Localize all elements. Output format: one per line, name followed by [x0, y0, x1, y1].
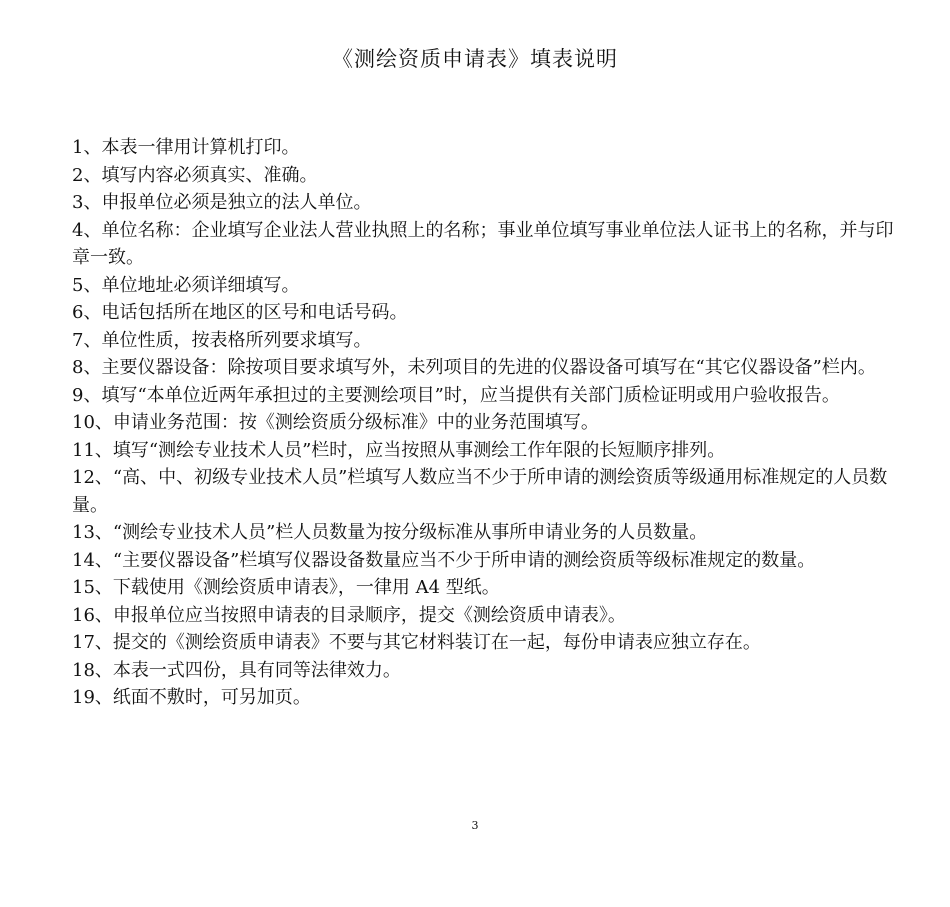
page-title: 《测绘资质申请表》填表说明 — [332, 47, 618, 71]
instruction-list — [72, 134, 908, 712]
list-item: 7、单位性质，按表格所列要求填写。 — [72, 329, 372, 351]
list-item: 8、主要仪器设备：除按项目要求填写外，未列项目的先进的仪器设备可填写在“其它仪器设备”栏内。 — [72, 357, 876, 378]
list-item: 16、申报单位应当按照申请表的目录顺序，提交《测绘资质申请表》。 — [72, 604, 626, 626]
list-item: 13、“测绘专业技术人员”栏人员数量为按分级标准从事所申请业务的人员数量。 — [72, 522, 708, 543]
page-number: 3 — [471, 819, 479, 832]
list-item: 4、单位名称：企业填写企业法人营业执照上的名称；事业单位填写事业单位法人证书上的名称，并与印章一致。 — [72, 219, 894, 268]
list-item: 17、提交的《测绘资质申请表》不要与其它材料装订在一起，每份申请表应独立存在。 — [72, 632, 761, 653]
list-item: 6、电话包括所在地区的区号和电话号码。 — [72, 302, 408, 323]
list-item: 5、单位地址必须详细填写。 — [72, 274, 300, 296]
list-item: 18、本表一式四份，具有同等法律效力。 — [72, 659, 401, 681]
list-item: 1、本表一律用计算机打印。 — [72, 137, 300, 158]
list-item: 9、填写“本单位近两年承担过的主要测绘项目”时，应当提供有关部门质检证明或用户验收报告。 — [72, 384, 840, 406]
list-item: 2、填写内容必须真实、准确。 — [72, 164, 318, 186]
list-item: 12、“高、中、初级专业技术人员”栏填写人数应当不少于所申请的测绘资质等级通用标准规定的人员数量。 — [72, 467, 888, 516]
list-item: 3、申报单位必须是独立的法人单位。 — [72, 192, 372, 213]
list-item: 10、申请业务范围：按《测绘资质分级标准》中的业务范围填写。 — [72, 412, 599, 433]
list-item: 14、“主要仪器设备”栏填写仪器设备数量应当不少于所申请的测绘资质等级标准规定的数量。 — [72, 549, 816, 571]
list-item: 19、纸面不敷时，可另加页。 — [72, 687, 311, 708]
list-item: 15、下载使用《测绘资质申请表》，一律用 A4 型纸。 — [72, 577, 500, 598]
list-item: 11、填写“测绘专业技术人员”栏时，应当按照从事测绘工作年限的长短顺序排列。 — [72, 439, 726, 461]
